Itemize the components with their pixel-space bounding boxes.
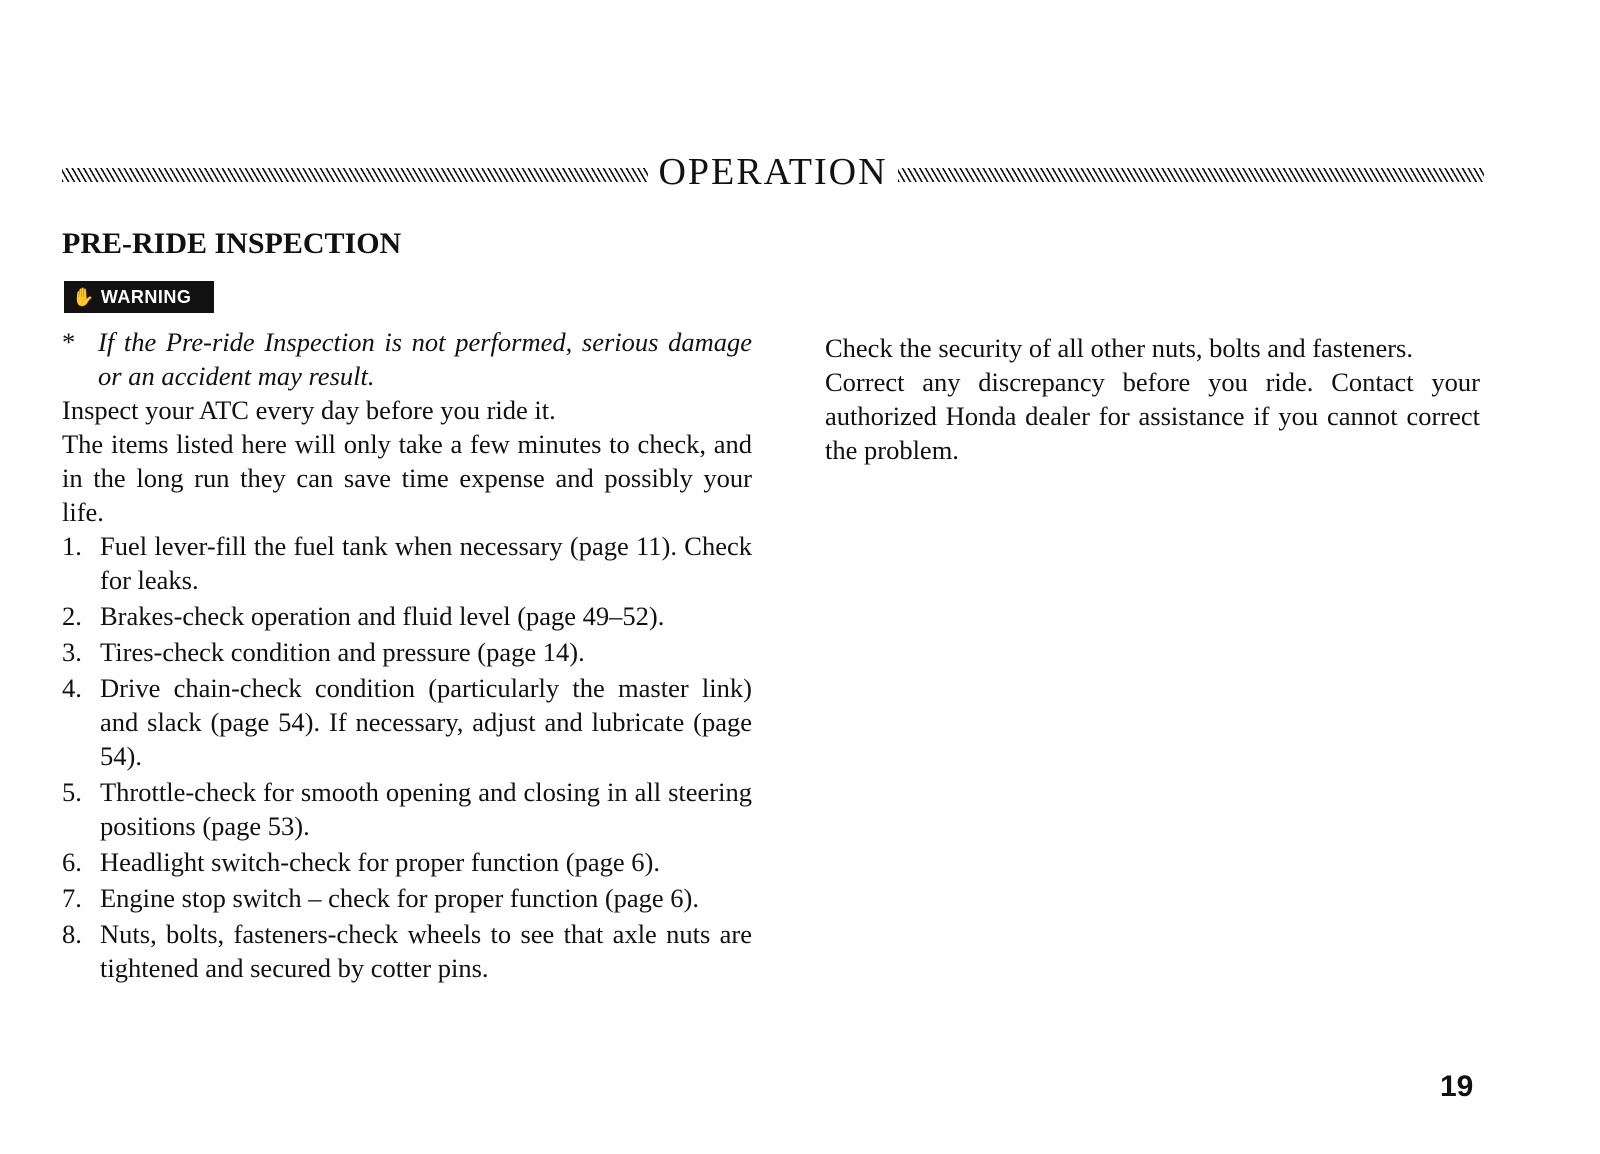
header-hatch-left xyxy=(62,168,648,182)
list-item-number: 1. xyxy=(62,531,82,561)
list-item-text: Nuts, bolts, fasteners-check wheels to see that axle nuts are tightened and secured by cotter pins. xyxy=(100,919,752,983)
list-item-number: 2. xyxy=(62,601,82,631)
warning-label: WARNING xyxy=(100,286,192,307)
list-item-text: Engine stop switch – check for proper function (page 6). xyxy=(100,883,700,913)
list-item xyxy=(62,917,752,985)
page-number: 19 xyxy=(1440,1070,1474,1103)
intro-paragraph: The items listed here will only take a few minutes to check, and in the long run they can save time expense and possibly your life. xyxy=(62,429,752,527)
hand-warning-icon: ✋ xyxy=(72,287,95,307)
list-item xyxy=(62,775,752,843)
list-item xyxy=(62,671,752,773)
list-item-number: 4. xyxy=(62,673,82,703)
list-item-text: Brakes-check operation and fluid level (page 49–52). xyxy=(100,601,665,631)
list-item-text: Throttle-check for smooth opening and closing in all steering positions (page 53). xyxy=(100,777,752,841)
list-item-text: Fuel lever-fill the fuel tank when necessary (page 11). Check for leaks. xyxy=(100,531,752,595)
header-title: OPERATION xyxy=(658,151,888,193)
list-item-number: 5. xyxy=(62,777,82,807)
list-item-text: Drive chain-check condition (particularly the master link) and slack (page 54). If necessary, adjust and lubricate (page 54). xyxy=(100,673,752,771)
list-item-number: 7. xyxy=(62,883,82,913)
list-item xyxy=(62,635,752,669)
header-hatch-right xyxy=(898,168,1484,182)
list-item-number: 3. xyxy=(62,637,82,667)
section-title: PRE-RIDE INSPECTION xyxy=(62,227,402,260)
warning-bullet: * xyxy=(62,327,76,357)
list-item-text: Tires-check condition and pressure (page 14). xyxy=(100,637,585,667)
list-item xyxy=(62,881,752,915)
list-item xyxy=(62,845,752,879)
continuation-paragraph: Correct any discrepancy before you ride. Contact your authorized Honda dealer for assistance if you cannot correct the problem. xyxy=(825,367,1480,465)
list-item-text: Headlight switch-check for proper function (page 6). xyxy=(100,847,660,877)
warning-badge xyxy=(64,281,214,313)
list-item xyxy=(62,599,752,633)
warning-text xyxy=(62,325,752,393)
continuation-paragraph: Check the security of all other nuts, bolts and fasteners. xyxy=(825,333,1413,363)
left-column xyxy=(62,325,752,987)
section-header xyxy=(62,142,1484,202)
list-item xyxy=(62,529,752,597)
warning-body: If the Pre-ride Inspection is not performed, serious damage or an accident may result. xyxy=(98,327,752,391)
inspection-list xyxy=(62,529,752,985)
right-column xyxy=(825,331,1480,467)
list-item-number: 6. xyxy=(62,847,82,877)
list-item-number: 8. xyxy=(62,919,82,949)
intro-paragraph: Inspect your ATC every day before you ride it. xyxy=(62,395,556,425)
